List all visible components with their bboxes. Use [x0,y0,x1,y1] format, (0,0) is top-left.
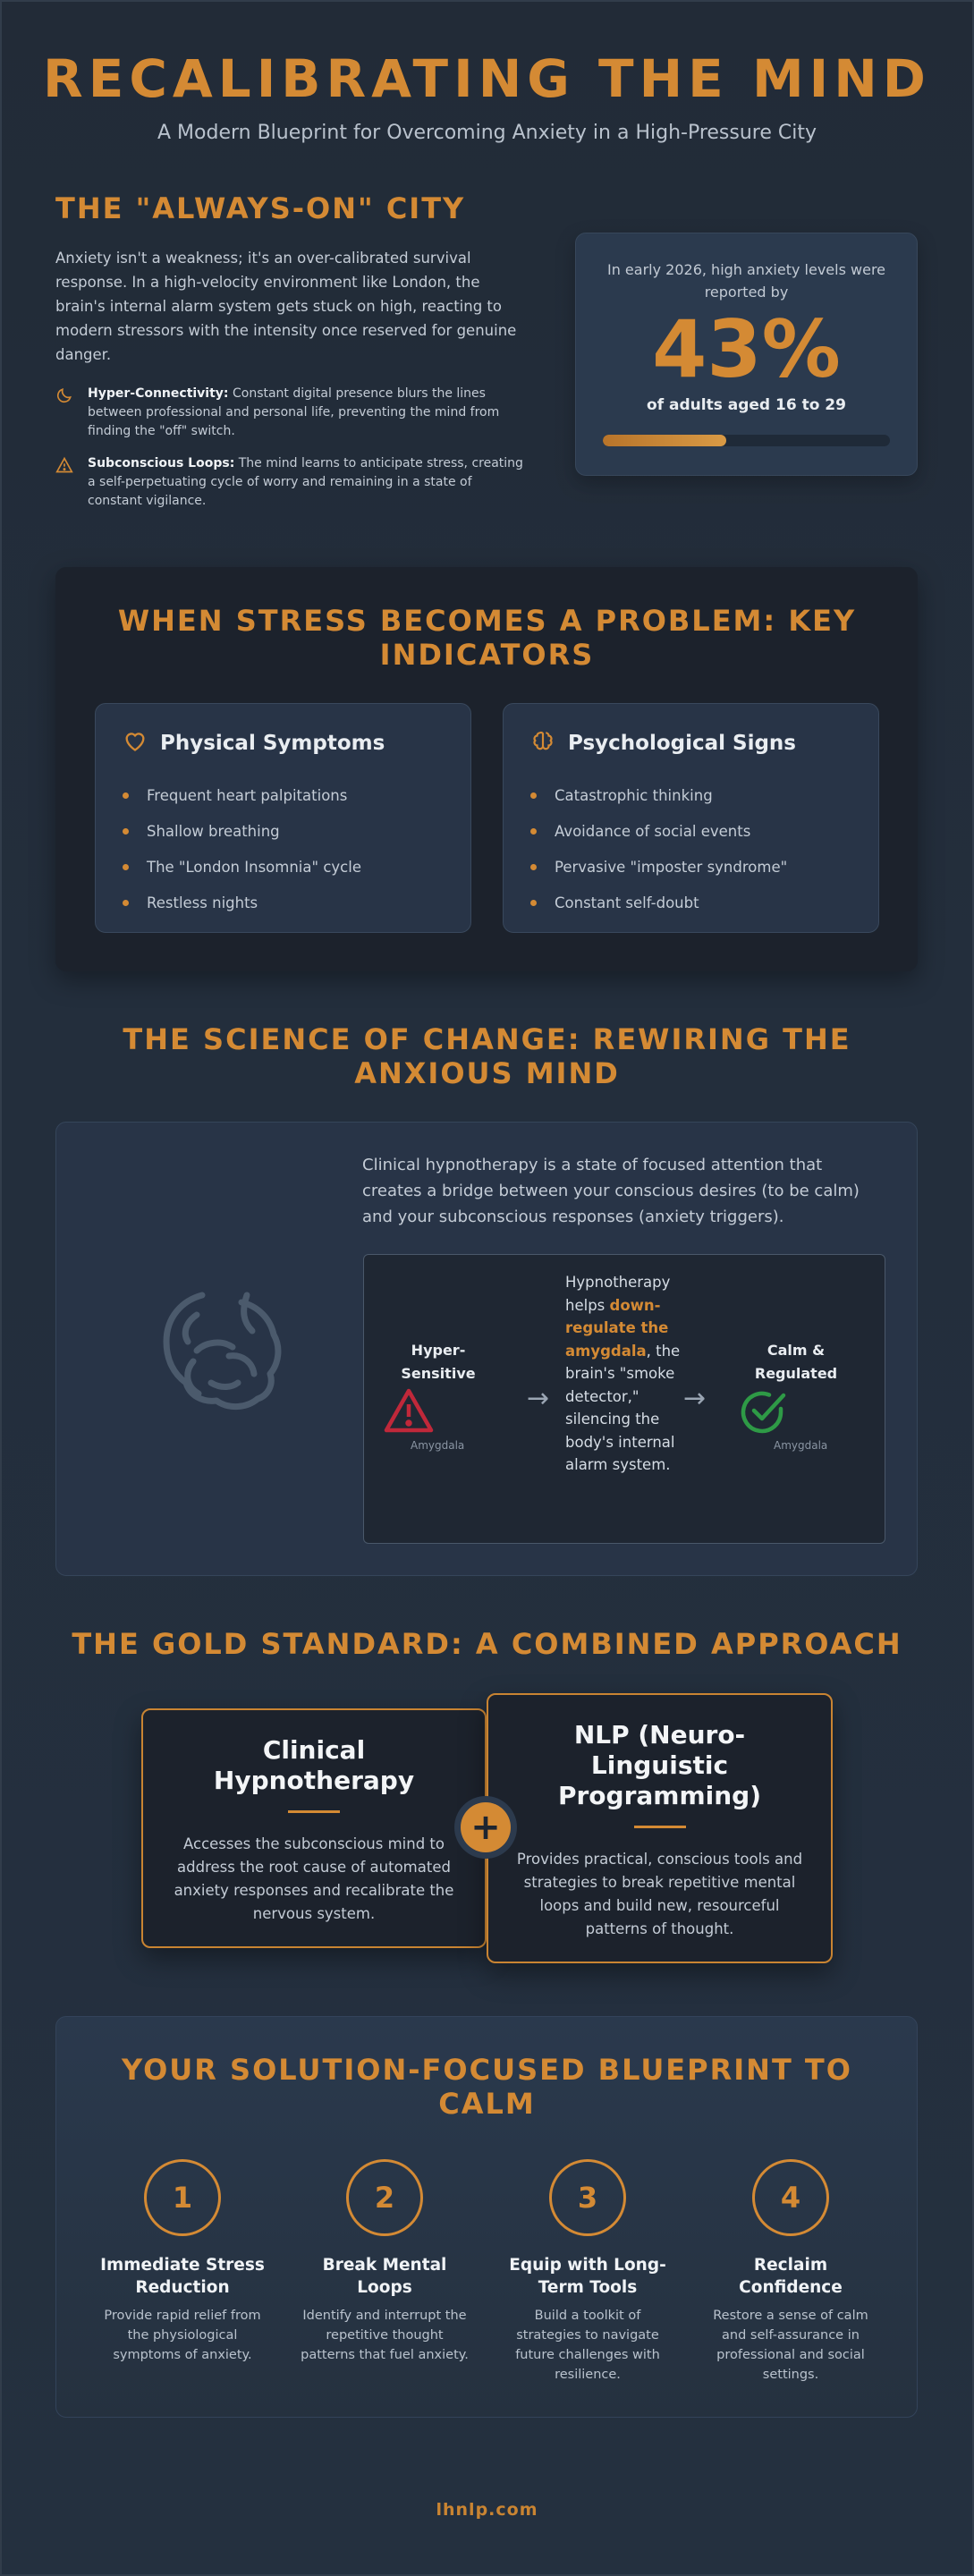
list-item: Constant self-doubt [530,885,787,920]
stat-progress-bar [603,435,890,446]
physical-symptoms-card [95,703,471,933]
gold-standard-title: THE GOLD STANDARD: A COMBINED APPROACH [72,1627,902,1661]
hero-header [0,45,974,144]
footer-link[interactable]: lhnlp.com [436,2500,538,2520]
card-title: Psychological Signs [568,732,796,755]
step-text: Provide rapid relief from the physiological symptoms of anxiety. [104,2309,261,2362]
psychological-signs-card [503,703,879,933]
bullet-text: Constant digital presence blurs the lines between professional and personal life, preventing the mind from finding the "off" switch. [88,386,500,438]
step-number: 1 [144,2159,221,2236]
card-divider [634,1826,686,1828]
step-text: Restore a sense of calm and self-assurance in professional and social settings. [713,2309,868,2382]
arrow-right-icon: → [527,1383,550,1414]
stat-card [575,233,918,476]
card-title: Clinical Hypnotherapy [213,1735,415,1795]
science-text: Clinical hypnotherapy is a state of focused attention that creates a bridge between your conscious desires (to be calm) and your subconscious responses (anxiety triggers). [362,1156,860,1226]
arrow-right-icon: → [683,1383,707,1414]
bullet-label: Hyper-Connectivity: [88,386,229,401]
step-title: Immediate Stress Reduction [100,2256,265,2297]
step-4 [706,2159,876,2385]
calm-regulated-label: Calm & Regulated [754,1342,838,1382]
step-title: Break Mental Loops [322,2256,447,2297]
stat-value: 43% [652,303,841,395]
moon-icon [55,385,88,441]
list-item: The "London Insomnia" cycle [123,849,361,885]
amygdala-caption: Amygdala [774,1439,828,1452]
step-number: 2 [346,2159,423,2236]
list-item: Shallow breathing [123,813,361,849]
stat-intro: In early 2026, high anxiety levels were reported by [606,261,886,301]
card-divider [288,1810,340,1813]
bullet-hyper-connectivity [55,385,529,441]
hypnotherapy-explanation: Hypnotherapy helps down-regulate the amygdala, the brain's "smoke detector," silencing the body's internal alarm system. [565,1274,681,1473]
amygdala-flow-box [363,1254,885,1544]
brain-outline-icon [141,1279,293,1435]
step-number: 4 [752,2159,829,2236]
list-item: Pervasive "imposter syndrome" [530,849,787,885]
step-text: Build a toolkit of strategies to navigate future challenges with resilience. [515,2309,660,2382]
brain-icon [530,729,555,758]
highlight-text: down-regulate the amygdala [565,1296,669,1360]
hypnotherapy-card [141,1708,487,1948]
signs-list [530,777,787,920]
bullet-subconscious-loops [55,454,529,511]
bullet-label: Subconscious Loops: [88,456,235,470]
card-text: Accesses the subconscious mind to address the root cause of automated anxiety responses and recalibrate the nervous system. [174,1835,454,1922]
hyper-sensitive-label: Hyper-Sensitive [401,1342,476,1382]
nlp-card [487,1693,833,1963]
amygdala-caption: Amygdala [411,1439,465,1452]
always-on-intro: Anxiety isn't a weakness; it's an over-calibrated survival response. In a high-velocity environment like London, the brain's internal alarm system gets stuck on high, reacting to modern stressors with the intensity once reserved for genuine danger. [55,250,517,363]
step-3 [503,2159,673,2385]
step-title: Reclaim Confidence [739,2256,843,2297]
card-text: Provides practical, conscious tools and strategies to break repetitive mental loops and build new, resourceful patterns of thought. [516,1851,803,1937]
alert-triangle-icon [384,1387,434,1437]
step-text: Identify and interrupt the repetitive thought patterns that fuel anxiety. [301,2309,469,2362]
list-item: Restless nights [123,885,361,920]
page-subtitle: A Modern Blueprint for Overcoming Anxiety in a High-Pressure City [157,122,817,144]
list-item: Catastrophic thinking [530,777,787,813]
always-on-title: THE "ALWAYS-ON" CITY [55,191,466,225]
step-2 [300,2159,470,2365]
stat-progress-fill [603,435,726,446]
list-item: Avoidance of social events [530,813,787,849]
plus-icon: + [454,1796,517,1859]
stat-caption: of adults aged 16 to 29 [647,396,846,414]
bullet-text: The mind learns to anticipate stress, creating a self-perpetuating cycle of worry and remaining in a state of constant vigilance. [88,456,523,508]
step-title: Equip with Long-Term Tools [509,2256,666,2297]
card-title: NLP (Neuro-Linguistic Programming) [557,1720,762,1810]
warning-icon [55,454,88,511]
symptom-list [123,777,361,920]
heart-icon [123,729,148,758]
blueprint-title: YOUR SOLUTION-FOCUSED BLUEPRINT TO CALM [122,2053,852,2121]
check-circle-icon [738,1387,788,1441]
indicators-title: WHEN STRESS BECOMES A PROBLEM: KEY INDICATORS [117,604,857,672]
step-1 [97,2159,267,2365]
list-item: Frequent heart palpitations [123,777,361,813]
card-title: Physical Symptoms [160,732,385,755]
science-title: THE SCIENCE OF CHANGE: REWIRING THE ANXIOUS MIND [123,1022,851,1090]
page-title: RECALIBRATING THE MIND [43,48,931,109]
step-number: 3 [549,2159,626,2236]
